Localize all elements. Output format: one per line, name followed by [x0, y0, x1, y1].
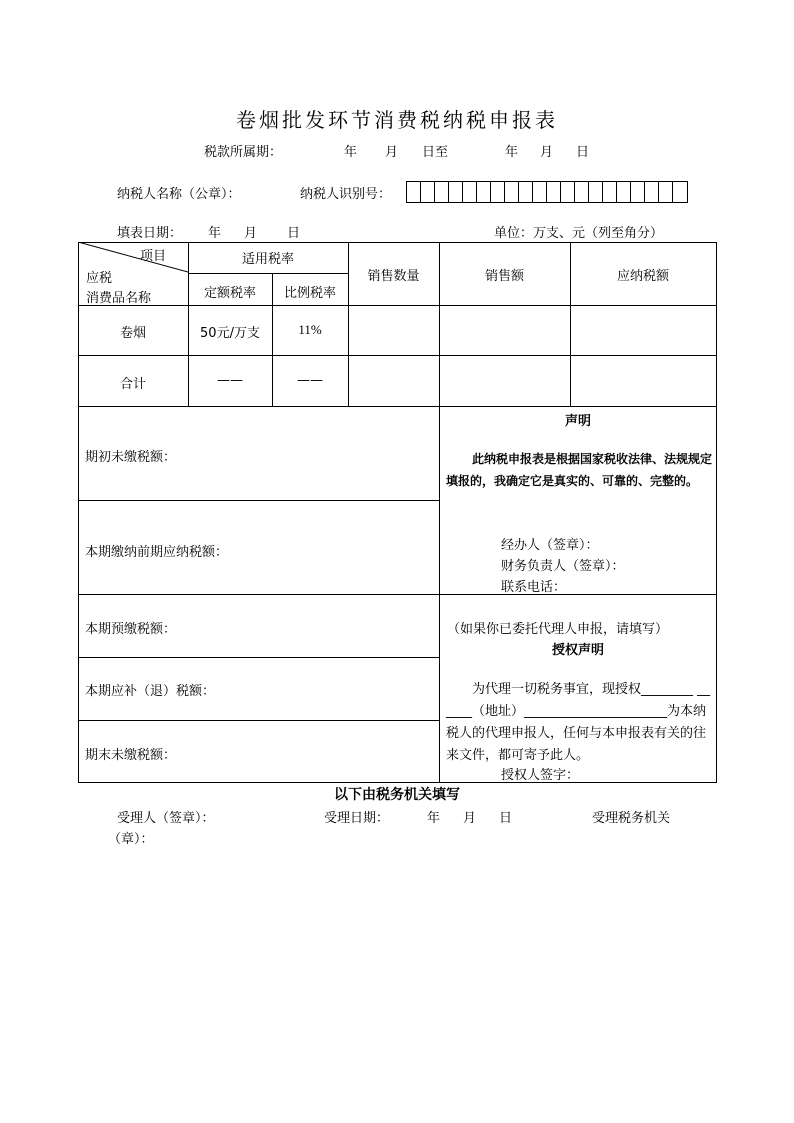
- row-cigarette-ratio: 11%: [298, 322, 322, 337]
- rate-header: 适用税率: [241, 252, 294, 267]
- period-from-month: 月: [385, 145, 399, 160]
- taxpayer-id-digit-box[interactable]: [421, 182, 435, 202]
- taxpayer-id-boxes[interactable]: [406, 181, 688, 203]
- taxpayer-id-digit-box[interactable]: [463, 182, 477, 202]
- period-label: 税款所属期：: [204, 145, 283, 160]
- taxpayer-id-digit-box[interactable]: [449, 182, 463, 202]
- taxpayer-id-digit-box[interactable]: [603, 182, 617, 202]
- opening-unpaid-label: 期初未缴税额：: [85, 450, 177, 465]
- ratio-rate-header: 比例税率: [283, 286, 336, 301]
- taxpayer-id-digit-box[interactable]: [561, 182, 575, 202]
- taxpayer-id-digit-box[interactable]: [673, 182, 687, 202]
- tax-payable-header: 应纳税额: [616, 269, 669, 284]
- page-title: 卷烟批发环节消费税纳税申报表: [236, 108, 558, 132]
- declaration-text: 此纳税申报表是根据国家税收法律、法规规定填报的，我确定它是真实的、可靠的、完整的。: [446, 452, 713, 488]
- table-rule: [439, 242, 440, 783]
- taxpayer-id-digit-box[interactable]: [575, 182, 589, 202]
- table-bottom-border: [78, 782, 717, 783]
- taxpayer-id-digit-box[interactable]: [477, 182, 491, 202]
- table-rule: [78, 500, 440, 501]
- authorization-text: 为代理一切税务事宜，现授权________ ______（地址）______________________为本纳税人的代理申报人，任何与本申报表有关的往来文件，都可寄予此人。: [446, 682, 711, 763]
- row-cigarette-fixed: 50元/万支: [200, 326, 260, 341]
- taxpayer-id-digit-box[interactable]: [491, 182, 505, 202]
- taxpayer-id-digit-box[interactable]: [547, 182, 561, 202]
- taxpayer-id-digit-box[interactable]: [533, 182, 547, 202]
- fill-date-year: 年: [208, 226, 222, 241]
- tax-office-seal: （章）：: [108, 832, 154, 847]
- fixed-rate-header: 定额税率: [203, 286, 256, 301]
- refund-label: 本期应补（退）税额：: [85, 684, 216, 699]
- taxpayer-id-digit-box[interactable]: [645, 182, 659, 202]
- taxpayer-id-digit-box[interactable]: [519, 182, 533, 202]
- row-total-fixed: ——: [217, 373, 243, 388]
- fill-date-month: 月: [244, 226, 258, 241]
- taxpayer-id-digit-box[interactable]: [631, 182, 645, 202]
- period-from-day: 日至: [422, 145, 449, 160]
- handler-signature: 经办人（签章）：: [501, 538, 599, 553]
- paid-prior-label: 本期缴纳前期应纳税额：: [85, 545, 229, 560]
- taxpayer-name-label: 纳税人名称（公章）：: [117, 187, 241, 202]
- contact-phone: 联系电话：: [501, 580, 567, 595]
- sales-qty-header: 销售数量: [367, 269, 420, 284]
- corner-row2: 消费品名称: [86, 291, 152, 306]
- receive-date-year: 年: [427, 811, 441, 826]
- table-rule: [78, 305, 717, 306]
- prepaid-label: 本期预缴税额：: [85, 622, 177, 637]
- receive-date-month: 月: [463, 811, 477, 826]
- tax-office-label: 受理税务机关: [592, 811, 671, 826]
- row-cigarette-name: 卷烟: [119, 326, 146, 341]
- authorization-title: 授权声明: [551, 643, 604, 658]
- table-rule: [188, 273, 349, 274]
- taxpayer-id-label: 纳税人识别号：: [300, 187, 392, 202]
- row-total-name: 合计: [119, 377, 146, 392]
- table-rule: [78, 594, 717, 595]
- taxpayer-id-digit-box[interactable]: [589, 182, 603, 202]
- row-total-ratio: ——: [297, 373, 323, 388]
- authorizer-signature: 授权人签字：: [501, 768, 580, 783]
- table-rule: [78, 720, 440, 721]
- taxpayer-id-digit-box[interactable]: [505, 182, 519, 202]
- corner-row1: 应税: [86, 271, 113, 286]
- taxpayer-id-digit-box[interactable]: [617, 182, 631, 202]
- finance-head-signature: 财务负责人（签章）：: [501, 559, 625, 574]
- period-from-year: 年: [344, 145, 358, 160]
- taxpayer-id-digit-box[interactable]: [407, 182, 421, 202]
- table-right-border: [716, 242, 717, 783]
- period-to-day: 日: [576, 145, 590, 160]
- office-section-title: 以下由税务机关填写: [334, 787, 460, 803]
- fill-date-label: 填表日期：: [117, 226, 183, 241]
- corner-item: 项目: [140, 249, 167, 264]
- table-rule: [78, 657, 440, 658]
- period-to-month: 月: [540, 145, 554, 160]
- unit-note: 单位：万支、元（列至角分）: [494, 226, 664, 241]
- taxpayer-id-digit-box[interactable]: [659, 182, 673, 202]
- receive-date-day: 日: [499, 811, 513, 826]
- closing-unpaid-label: 期末未缴税额：: [85, 748, 177, 763]
- sales-amount-header: 销售额: [484, 269, 524, 284]
- receive-date-label: 受理日期：: [324, 811, 390, 826]
- taxpayer-id-digit-box[interactable]: [435, 182, 449, 202]
- table-rule: [78, 355, 717, 356]
- fill-date-day: 日: [287, 226, 301, 241]
- receiver-label: 受理人（签章）：: [117, 811, 215, 826]
- authorization-note: （如果你已委托代理人申报，请填写）: [447, 622, 669, 637]
- declaration-title: 声明: [564, 414, 591, 429]
- period-to-year: 年: [505, 145, 519, 160]
- table-rule: [78, 406, 717, 407]
